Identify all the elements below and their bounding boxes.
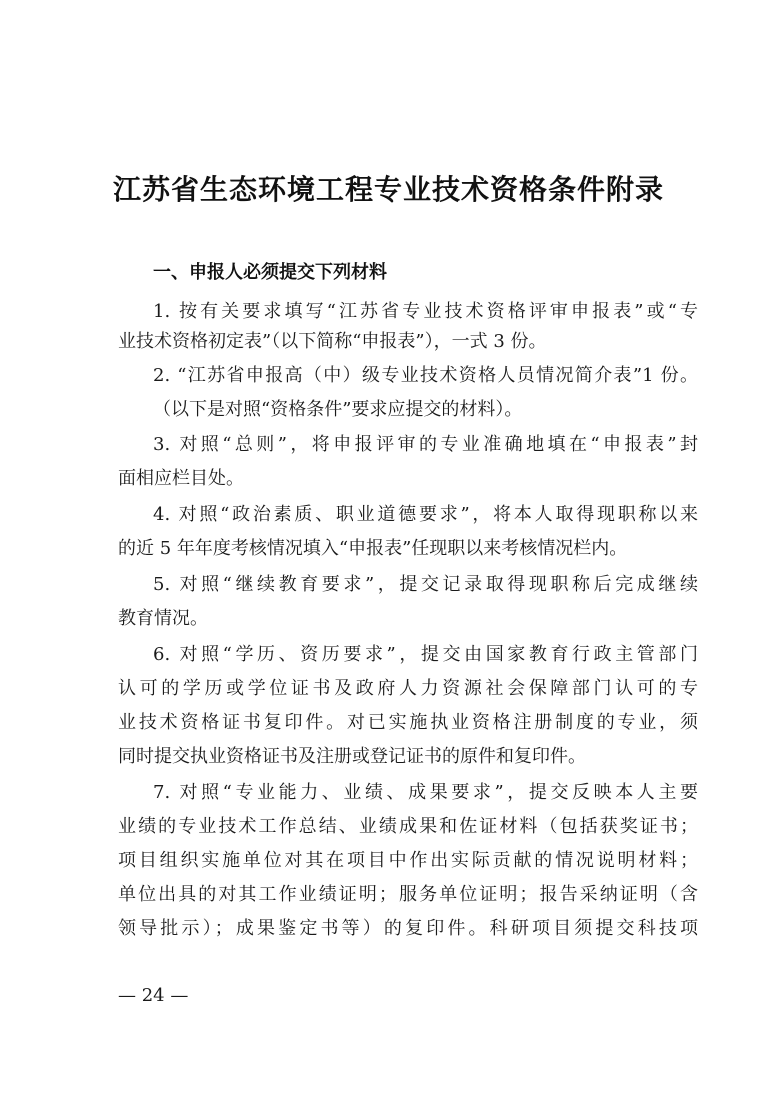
paragraph-line: 项目组织实施单位对其在项目中作出实际贡献的情况说明材料； bbox=[118, 850, 698, 871]
paragraph-line: 认可的学历或学位证书及政府人力资源社会保障部门认可的专 bbox=[118, 678, 698, 699]
paragraph-line: 业技术资格初定表”（以下简称“申报表”），一式 3 份。 bbox=[118, 331, 547, 352]
section-heading: 一、申报人必须提交下列材料 bbox=[153, 262, 387, 283]
paragraph-line: 4. 对照“政治素质、职业道德要求”，将本人取得现职称以来 bbox=[153, 504, 698, 525]
paragraph-line: 业技术资格证书复印件。对已实施执业资格注册制度的专业，须 bbox=[118, 712, 698, 733]
paragraph-line: 7. 对照“专业能力、业绩、成果要求”，提交反映本人主要 bbox=[153, 782, 698, 803]
paragraph-line: 领导批示）；成果鉴定书等）的复印件。科研项目须提交科技项 bbox=[118, 918, 698, 939]
paragraph-line: 3. 对照“总则”，将申报评审的专业准确地填在“申报表”封 bbox=[153, 434, 698, 455]
paragraph-line: 2. “江苏省申报高（中）级专业技术资格人员情况简介表”1 份。 bbox=[153, 365, 698, 386]
paragraph-line: 单位出具的对其工作业绩证明；服务单位证明；报告采纳证明（含 bbox=[118, 884, 698, 905]
paragraph-line: 面相应栏目处。 bbox=[118, 468, 244, 489]
document-title: 江苏省生态环境工程专业技术资格条件附录 bbox=[112, 173, 664, 206]
paragraph-line: 1. 按有关要求填写“江苏省专业技术资格评审申报表”或“专 bbox=[153, 301, 698, 322]
paragraph-line: 6. 对照“学历、资历要求”，提交由国家教育行政主管部门 bbox=[153, 644, 698, 665]
paragraph-line: （以下是对照“资格条件”要求应提交的材料）。 bbox=[153, 399, 523, 420]
paragraph-line: 的近 5 年年度考核情况填入“申报表”任现职以来考核情况栏内。 bbox=[118, 538, 628, 559]
paragraph-line: 教育情况。 bbox=[118, 608, 208, 629]
paragraph-line: 同时提交执业资格证书及注册或登记证书的原件和复印件。 bbox=[118, 746, 586, 767]
paragraph-line: 业绩的专业技术工作总结、业绩成果和佐证材料（包括获奖证书； bbox=[118, 816, 698, 837]
paragraph-line: 5. 对照“继续教育要求”，提交记录取得现职称后完成继续 bbox=[153, 574, 698, 595]
page-number: — 24 — bbox=[118, 985, 189, 1006]
